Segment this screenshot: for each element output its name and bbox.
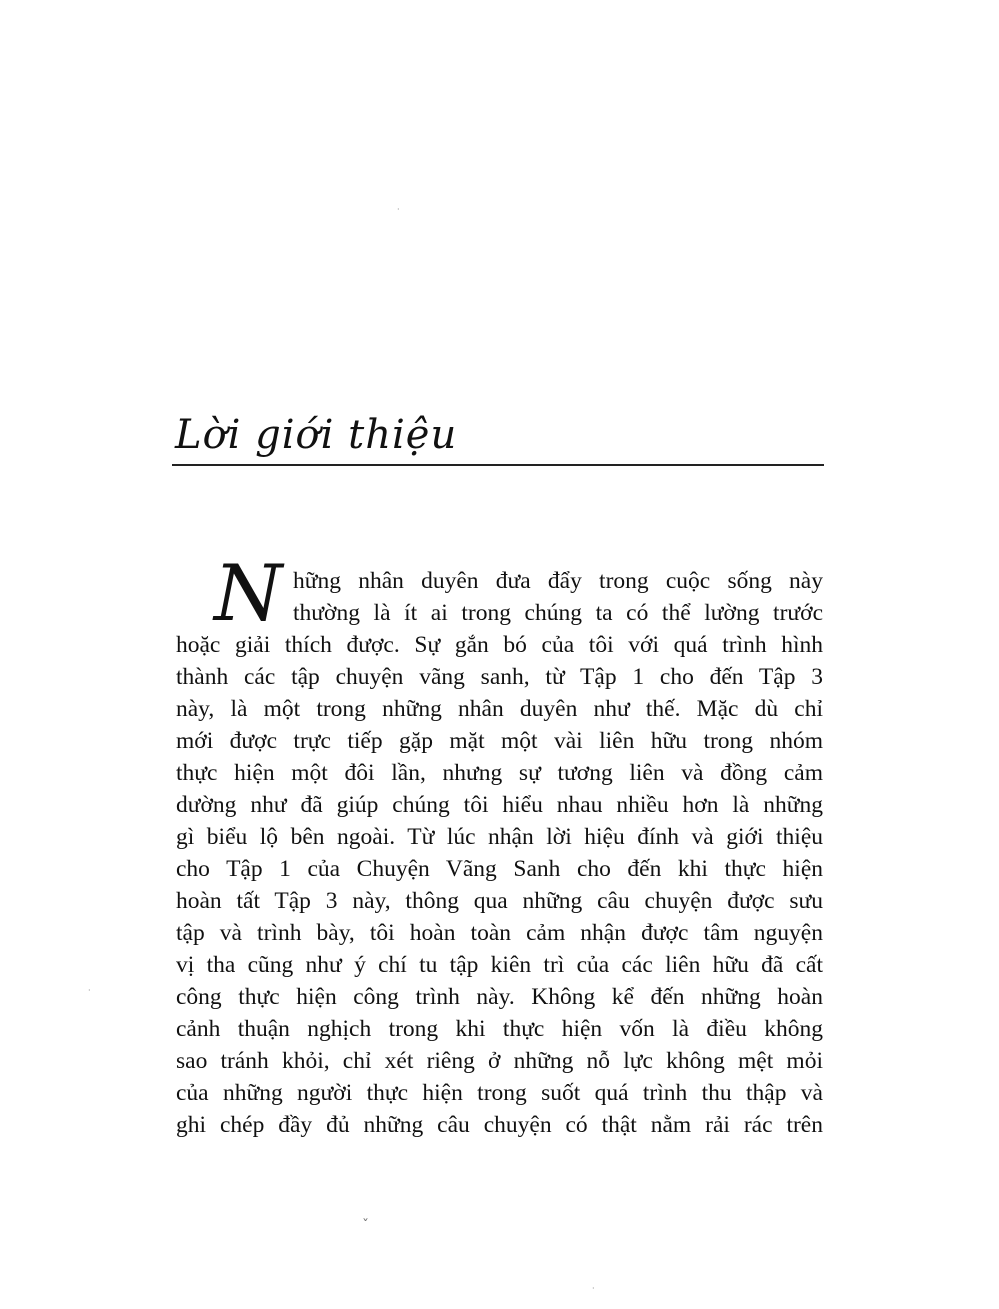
text-line: thực hiện một đôi lần, nhưng sự tương liên và đồng cảm bbox=[176, 760, 823, 786]
text-line: này, là một trong những nhân duyên như thế. Mặc dù chỉ bbox=[176, 696, 823, 722]
text-line: cho Tập 1 của Chuyện Vãng Sanh cho đến khi thực hiện bbox=[176, 856, 823, 882]
scan-speck: · bbox=[88, 986, 91, 995]
text-line: sao tránh khỏi, chỉ xét riêng ở những nỗ lực không mệt mỏi bbox=[176, 1048, 823, 1074]
text-line: tập và trình bày, tôi hoàn toàn cảm nhận được tâm nguyện bbox=[176, 920, 823, 946]
text-line: ghi chép đầy đủ những câu chuyện có thật nằm rải rác trên bbox=[176, 1112, 823, 1138]
text-line: mới được trực tiếp gặp mặt một vài liên hữu trong nhóm bbox=[176, 728, 823, 754]
text-line: của những người thực hiện trong suốt quá trình thu thập và bbox=[176, 1080, 823, 1106]
text-line: hoặc giải thích được. Sự gắn bó của tôi với quá trình hình bbox=[176, 632, 823, 658]
title-underline bbox=[172, 464, 824, 466]
body-paragraph bbox=[176, 565, 823, 1141]
text-line: cảnh thuận nghịch trong khi thực hiện vốn là điều không bbox=[176, 1016, 823, 1042]
text-line: gì biểu lộ bên ngoài. Từ lúc nhận lời hiệu đính và giới thiệu bbox=[176, 824, 823, 850]
text-line: vị tha cũng như ý chí tu tập kiên trì của các liên hữu đã cất bbox=[176, 952, 823, 978]
page-title: Lời giới thiệu bbox=[175, 412, 458, 458]
scan-speck: · bbox=[397, 205, 400, 214]
text-line: thường là ít ai trong chúng ta có thể lường trước bbox=[293, 600, 823, 626]
text-line: dường như đã giúp chúng tôi hiểu nhau nhiều hơn là những bbox=[176, 792, 823, 818]
scan-speck: · bbox=[592, 1284, 595, 1293]
text-line: hững nhân duyên đưa đẩy trong cuộc sống này bbox=[293, 568, 823, 594]
text-line: thành các tập chuyện vãng sanh, từ Tập 1 cho đến Tập 3 bbox=[176, 664, 823, 690]
text-line: hoàn tất Tập 3 này, thông qua những câu chuyện được sưu bbox=[176, 888, 823, 914]
text-line: công thực hiện công trình này. Không kể đến những hoàn bbox=[176, 984, 823, 1010]
scan-mark-chevron: ˇ bbox=[362, 1218, 369, 1234]
drop-cap: N bbox=[214, 549, 283, 639]
